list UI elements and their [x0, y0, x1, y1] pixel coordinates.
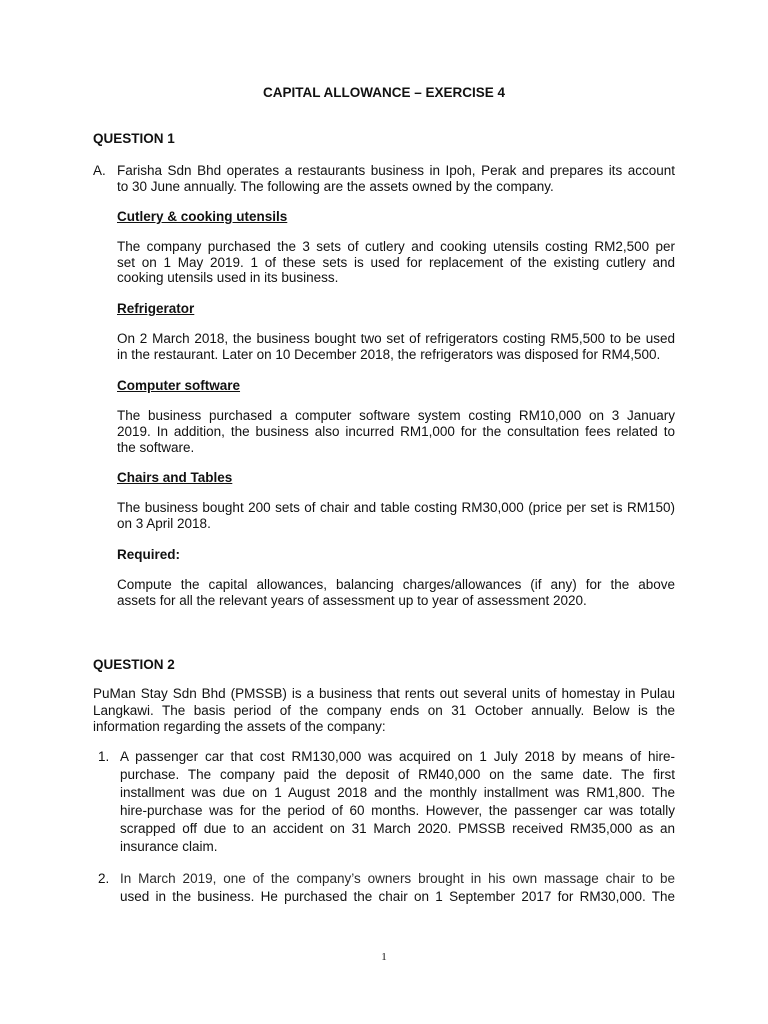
- section-paragraph: [117, 331, 675, 363]
- question-1-intro: [117, 163, 675, 195]
- document-title: CAPITAL ALLOWANCE – EXERCISE 4: [262, 85, 506, 100]
- section-heading: Computer software: [117, 378, 241, 393]
- paragraph-line: to 30 June annually. The following are the assets owned by the company.: [117, 179, 554, 194]
- section-paragraph: [117, 239, 675, 286]
- paragraph-line: A passenger car that cost RM130,000 was acquired on 1 July 2018 by means of hire-: [120, 749, 675, 764]
- list-item-number: 1.: [98, 749, 110, 764]
- list-item-text: [120, 748, 675, 856]
- paragraph-line: Langkawi. The basis period of the company ends on 31 October annually. Below is the: [93, 702, 675, 718]
- paragraph-line: In March 2019, one of the company’s owners brought in his own massage chair to be: [120, 871, 675, 886]
- paragraph-line: purchase. The company paid the deposit of RM40,000 on the same date. The first: [120, 767, 675, 782]
- section-heading: Refrigerator: [117, 301, 195, 316]
- paragraph-line: information regarding the assets of the company:: [93, 719, 386, 734]
- section-heading: Cutlery & cooking utensils: [117, 209, 288, 224]
- list-item-number: 2.: [98, 871, 110, 886]
- paragraph-line: On 2 March 2018, the business bought two set of refrigerators costing RM5,500 to be used: [117, 331, 675, 346]
- list-item-text: [120, 870, 675, 906]
- question-2-intro: [93, 686, 675, 736]
- paragraph-line: Compute the capital allowances, balancing charges/allowances (if any) for the above: [117, 577, 675, 592]
- paragraph-line: cooking utensils used in its business.: [117, 270, 339, 285]
- paragraph-line: set on 1 May 2019. 1 of these sets is used for replacement of the existing cutlery and: [117, 254, 675, 270]
- paragraph-line: Farisha Sdn Bhd operates a restaurants business in Ipoh, Perak and prepares its account: [117, 163, 675, 178]
- paragraph-line: scrapped off due to an accident on 31 March 2020. PMSSB received RM35,000 as an: [120, 821, 675, 836]
- section-paragraph: [117, 408, 675, 456]
- part-a-label: A.: [93, 163, 106, 178]
- paragraph-line: insurance claim.: [120, 839, 218, 854]
- required-heading: Required:: [117, 547, 181, 562]
- paragraph-line: assets for all the relevant years of assessment up to year of assessment 2020.: [117, 593, 587, 608]
- question-2-heading: QUESTION 2: [93, 657, 175, 672]
- paragraph-line: the software.: [117, 440, 195, 455]
- paragraph-line: on 3 April 2018.: [117, 515, 211, 531]
- paragraph-line: The business purchased a computer software system costing RM10,000 on 3 January: [117, 408, 675, 423]
- paragraph-line: used in the business. He purchased the chair on 1 September 2017 for RM30,000. The: [120, 889, 675, 904]
- paragraph-line: hire-purchase was for the period of 60 months. However, the passenger car was totally: [120, 803, 675, 818]
- paragraph-line: PuMan Stay Sdn Bhd (PMSSB) is a business that rents out several units of homestay in Pulau: [93, 686, 675, 701]
- section-paragraph: [117, 500, 675, 531]
- section-heading: Chairs and Tables: [117, 470, 233, 485]
- paragraph-line: The business bought 200 sets of chair and table costing RM30,000 (price per set is RM150): [117, 500, 675, 515]
- paragraph-line: in the restaurant. Later on 10 December 2018, the refrigerators was disposed for RM4,500.: [117, 347, 661, 362]
- required-paragraph: [117, 577, 675, 609]
- paragraph-line: The company purchased the 3 sets of cutlery and cooking utensils costing RM2,500 per: [117, 239, 675, 254]
- page-number: 1: [381, 951, 387, 963]
- paragraph-line: 2019. In addition, the business also incurred RM1,000 for the consultation fees related to: [117, 424, 675, 439]
- paragraph-line: installment was due on 1 August 2018 and the monthly installment was RM1,800. The: [120, 785, 675, 800]
- question-1-heading: QUESTION 1: [93, 131, 175, 146]
